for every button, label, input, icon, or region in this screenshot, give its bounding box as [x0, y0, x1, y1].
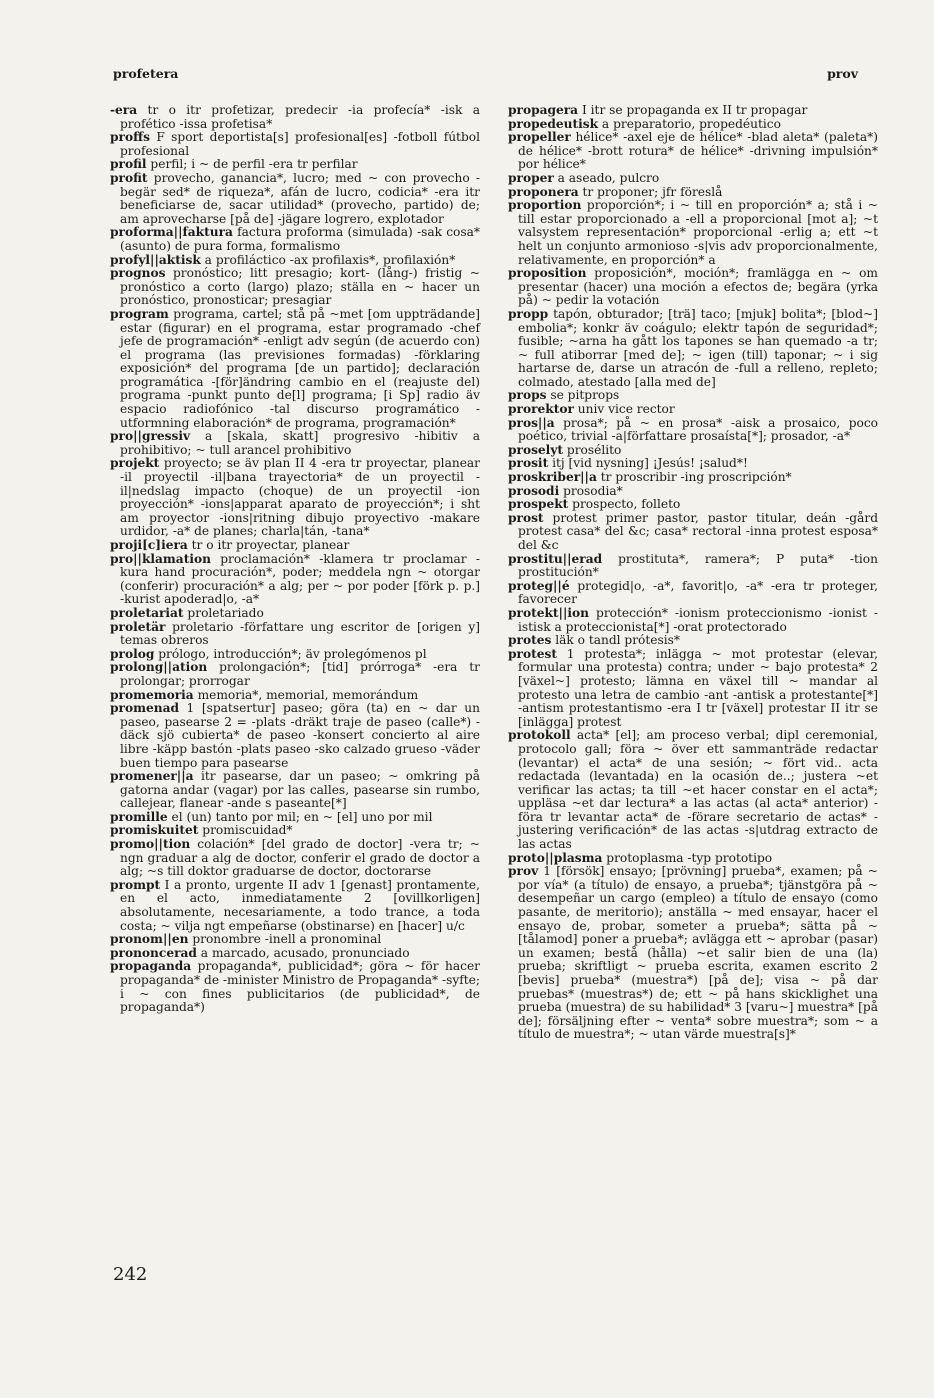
entry-headword: prognos	[110, 266, 166, 281]
dictionary-entry: promo||tion colación* [del grado de doctor] -vera tr; ~ ngn graduar a alg de doctor, conferir el grado de doctor a alg; ~s till doktor graduarse de doctor, doctorarse	[110, 837, 480, 879]
dictionary-entry: projekt proyecto; se äv plan II 4 -era tr proyectar, planear -il proyectil -il|bana trayectoria* de un proyectil -il|nedslag impacto (choque) de un proyectil -ion proyección* -ions|apparat aparato de proyección*; i sht am proyector -ions|ritning dibujo proyectivo -makare urdidor, -a* de planes; charla|tán, -tana*	[110, 456, 480, 539]
dictionary-entry: profil perfil; i ~ de perfil -era tr perfilar	[110, 157, 358, 172]
entry-headword: proji[c]iera	[110, 538, 188, 552]
dictionary-entry: proskriber||a tr proscribir -ing proscripción*	[508, 470, 792, 485]
dictionary-entry: prolong||ation prolongación*; [tid] prórroga* -era tr prolongar; prorrogar	[110, 660, 480, 688]
dictionary-entry: proportion proporción*; i ~ till en proporción* a; stå i ~ till estar proporcionado a -ell a proporcional [mot a]; ~t valsystem representación* proporcional -erlig a; ett ~t helt un conjunto armonioso -s|vis adv proporcionalmente, relativamente, en proporción* a	[508, 198, 878, 267]
entry-headword: prostitu||erad	[508, 551, 603, 566]
dictionary-entry: prosit itj [vid nysning] ¡Jesús! ¡salud*!	[508, 456, 748, 471]
entry-headword: proskriber||a	[508, 470, 597, 485]
dictionary-entry: promille el (un) tanto por mil; en ~ [el] uno por mil	[110, 809, 433, 824]
dictionary-entry: proper a aseado, pulcro	[508, 170, 660, 185]
entry-headword: proletär	[110, 619, 166, 634]
entry-headword: promenad	[110, 701, 180, 716]
dictionary-entry: prov 1 [försök] ensayo; [prövning] prueba*, examen; på ~ por vía* (a título) de ensayo, a prueba*; tjänstgöra på ~ desempeñar un cargo (empleo) a título de ensayo (como pasante, de meritorio); anställa ~ med ensayar, hacer el ensayo de, probar, someter a prueba*; sätta på ~ [tålamod] poner a prueba*; avlägga ett ~ aprobar (pasar) un examen; bestå (hålla) ~et salir bien de una (la) prueba; skriftligt ~ prueba escrita, examen escrito 2 [bevis] prueba* (muestra*) [på de]; visa ~ på dar pruebas* (muestras*) de; ett ~ på hans skicklighet una prueba (muestra) de su habilidad* 3 [varu~] muestra* [på de]; försäljning efter ~ venta* sobre muestra*; som ~ a título de muestra*; ~ utan värde muestra[s]*	[508, 864, 878, 1042]
entry-headword: proforma||faktura	[110, 225, 233, 240]
left-guide-word: profetera	[113, 66, 179, 81]
dictionary-entry: proffs F sport deportista[s] profesional[es] -fotboll fútbol profesional	[110, 130, 480, 158]
dictionary-entry: proforma||faktura factura proforma (simulada) -sak cosa* (asunto) de pura forma, formalismo	[110, 225, 480, 253]
dictionary-entry: proto||plasma protoplasma -typ prototipo	[508, 850, 773, 865]
entry-headword: prosodi	[508, 483, 560, 498]
entry-headword: proportion	[508, 198, 582, 213]
dictionary-entry: propedeutisk a preparatorio, propedéutico	[508, 116, 781, 131]
dictionary-entry: profyl||aktisk a profiláctico -ax profilaxis*, profilaxión*	[110, 252, 456, 267]
dictionary-entry: prost protest primer pastor, pastor titular, deán -gård protest casa* del &c; casa* rectoral -inna protest esposa* del &c	[508, 510, 878, 552]
entry-headword: prosit	[508, 456, 549, 471]
entry-headword: pro||klamation	[110, 551, 211, 566]
entry-headword: props	[508, 388, 547, 403]
entry-headword: proper	[508, 170, 554, 185]
entry-headword: prolong||ation	[110, 660, 208, 675]
entry-headword: promener||a	[110, 769, 194, 784]
dictionary-entry: prorektor univ vice rector	[508, 402, 675, 417]
dictionary-entry: propp tapón, obturador; [trä] taco; [mjuk] bolita*; [blod~] embolia*; konkr äv coágulo; elektr tapón de seguridad*; fusible; ~arna ha gått los tapones se han quemado -a tr; ~ full atiborrar [med de]; ~ igen (till) taponar; ~ i sig hartarse de, darse un atracón de -full a relleno, repleto; colmado, atestado [alla med de]	[508, 306, 878, 389]
dictionary-entry: prospekt prospecto, folleto	[508, 497, 681, 512]
entry-headword: promiskuitet	[110, 823, 199, 838]
entry-headword: pronom||en	[110, 932, 189, 947]
dictionary-entry: promenad 1 [spatsertur] paseo; göra (ta) en ~ dar un paseo, pasearse 2 = -plats -dräkt traje de paseo (calle*) -däck sjö cubierta* de paseo -konsert concierto al aire libre -käpp bastón -plats paseo -sko calzado grueso -väder buen tiempo para pasearse	[110, 701, 480, 770]
dictionary-entry: prompt I a pronto, urgente II adv 1 [genast] prontamente, en el acto, inmediatamente 2 [ovillkorligen] absolutamente, necesariamente, a todo trance, a toda costa; ~ vilja ngt empeñarse (obstinarse) en [hacer] u/c	[110, 877, 480, 933]
entry-headword: prononcerad	[110, 945, 197, 960]
entry-headword: promo||tion	[110, 837, 191, 852]
entry-headword: prorektor	[508, 402, 574, 417]
entry-headword: proselyt	[508, 442, 564, 457]
dictionary-entry: promener||a itr pasearse, dar un paseo; ~ omkring på gatorna andar (vagar) por las calles, pasearse sin rumbo, callejear, flanear -ande s paseante[*]	[110, 769, 480, 811]
entry-headword: projekt	[110, 456, 160, 471]
entry-headword: protokoll	[508, 728, 571, 743]
entry-headword: program	[110, 306, 169, 321]
dictionary-entry: propaganda propaganda*, publicidad*; göra ~ för hacer propaganda* de -minister Ministro de Propaganda* -syfte; i ~ con fines publicitarios (de publicidad*, de propaganda*)	[110, 959, 480, 1015]
dictionary-entry: propagera I itr se propaganda ex II tr propagar	[508, 103, 808, 117]
dictionary-entry: pro||klamation proclamación* -klamera tr proclamar -kura hand procuración*, poder; meddela ngn ~ otorgar (conferir) procuración* a alg; per ~ por poder [förk p. p.] -kurist apoderad|o, -a*	[110, 551, 480, 607]
entry-headword: profit	[110, 170, 148, 185]
entry-headword: prompt	[110, 877, 161, 892]
dictionary-entry: promiskuitet promiscuidad*	[110, 823, 293, 838]
dictionary-entry: proletär proletario -författare ung escritor de [origen y] temas obreros	[110, 619, 480, 648]
dictionary-entry: prostitu||erad prostituta*, ramera*; P puta* -tion prostitución*	[508, 551, 878, 580]
entry-headword: prospekt	[508, 497, 569, 512]
dictionary-entry: promemoria memoria*, memorial, memorándum	[110, 687, 419, 702]
entry-headword: prolog	[110, 646, 155, 661]
dictionary-entry: pros||a prosa*; på ~ en prosa* -aisk a prosaico, poco poético, trivial -a|författare prosaísta[*]; prosador, -a*	[508, 415, 878, 444]
entry-headword: propp	[508, 306, 549, 321]
entry-headword: prov	[508, 864, 539, 879]
dictionary-entry: proposition proposición*, moción*; framlägga en ~ om presentar (hacer) una moción a efectos de; begära (yrka på) ~ pedir la votación	[508, 266, 878, 308]
dictionary-entry: -era tr o itr profetizar, predecir -ia profecía* -isk a profético -issa profetisa*	[110, 103, 480, 131]
dictionary-entry: profit provecho, ganancia*, lucro; med ~ con provecho -begär sed* de riqueza*, afán de lucro, codicia* -era itr beneficiarse de, sacar utilidad* (provecho, partido) de; am aprovecharse [på de] -jägare logrero, explotador	[110, 170, 480, 226]
dictionary-entry: protest 1 protesta*; inlägga ~ mot protestar (elevar, formular una protesta) contra; under ~ bajo protesta* 2 [växel~] protesto; lämna en växel till ~ mandar al protesto una letra de cambio -ant -antisk a protestante[*] -antism protestantismo -era I tr [växel] protestar II itr se [inlägga] protest	[508, 646, 878, 729]
entry-headword: proposition	[508, 266, 587, 281]
entry-headword: promemoria	[110, 687, 194, 702]
entry-headword: protekt||ion	[508, 605, 590, 620]
dictionary-entry: prosodi prosodia*	[508, 483, 623, 498]
dictionary-entry: propeller hélice* -axel eje de hélice* -blad aleta* (paleta*) de hélice* -brott rotura* de hélice* -drivning impulsión* por hélice*	[508, 130, 878, 172]
dictionary-entry: proteg||é protegid|o, -a*, favorit|o, -a* -era tr proteger, favorecer	[508, 578, 878, 607]
entry-headword: protest	[508, 646, 557, 661]
dictionary-entry: prononcerad a marcado, acusado, pronunciado	[110, 945, 410, 960]
right-guide-word: prov	[827, 66, 858, 81]
entry-headword: propagera	[508, 103, 579, 117]
entry-headword: profil	[110, 157, 147, 172]
entry-headword: proffs	[110, 130, 150, 145]
entry-headword: profyl||aktisk	[110, 252, 201, 267]
page-number: 242	[113, 1264, 148, 1285]
entry-headword: proletariat	[110, 605, 184, 620]
dictionary-entry: protes läk o tandl prótesis*	[508, 633, 680, 648]
dictionary-entry: pronom||en pronombre -inell a pronominal	[110, 932, 382, 947]
entry-headword: promille	[110, 809, 168, 824]
entry-headword: propaganda	[110, 959, 192, 974]
entry-headword: proponera	[508, 184, 579, 199]
entry-headword: propedeutisk	[508, 116, 599, 131]
entry-headword: -era	[110, 103, 138, 117]
entry-headword: proto||plasma	[508, 850, 603, 865]
entry-headword: pros||a	[508, 415, 555, 430]
dictionary-entry: protokoll acta* [el]; am proceso verbal; dipl ceremonial, protocolo gall; föra ~ över ett sammanträde redactar (levantar) el acta* de una sesión; ~ fört vid.. acta redactada (levantada) en la ocasión de..; justera ~et verificar las actas; ta till ~et hacer constar en el acta*; uppläsa ~et dar lectura* a las actas (al acta* anterior) -föra tr levantar acta* de -förare secretario de actas* -justering verificación* de las actas -s|utdrag extracto de las actas	[508, 728, 878, 852]
left-column	[110, 104, 480, 1015]
entry-headword: pro||gressiv	[110, 429, 191, 444]
dictionary-entry: prolog prólogo, introducción*; äv prolegómenos pl	[110, 646, 427, 661]
dictionary-entry: prognos pronóstico; litt presagio; kort- (lång-) fristig ~ pronóstico a corto (largo) plazo; ställa en ~ hacer un pronóstico, pronosticar; presagiar	[110, 266, 480, 308]
dictionary-entry: proletariat proletariado	[110, 605, 264, 620]
dictionary-entry: proji[c]iera tr o itr proyectar, planear	[110, 538, 350, 552]
entry-headword: protes	[508, 633, 552, 648]
entry-headword: propeller	[508, 130, 571, 145]
dictionary-entry: props se pitprops	[508, 388, 620, 403]
dictionary-entry: proselyt prosélito	[508, 442, 622, 457]
entry-headword: proteg||é	[508, 578, 570, 593]
entry-headword: prost	[508, 510, 544, 525]
dictionary-entry: proponera tr proponer; jfr föreslå	[508, 184, 723, 199]
right-column	[508, 104, 878, 1042]
dictionary-entry: protekt||ion protección* -ionism proteccionismo -ionist -istisk a proteccionista[*] -orat protectorado	[508, 605, 878, 634]
dictionary-entry: pro||gressiv a [skala, skatt] progresivo -hibitiv a prohibitivo; ~ tull arancel prohibitivo	[110, 429, 480, 457]
dictionary-entry: program programa, cartel; stå på ~met [om uppträdande] estar (figurar) en el programa, estar programado -chef jefe de programación* -enligt adv según (de acuerdo con) el programa (las previsiones formadas) -förklaring exposición* del programa [de un partido]; declaración programática -[för]ändring cambio en el (reajuste del) programa -punkt punto de[l] programa; [i Sp] radio äv espacio radiofónico -tal discurso programático -utformning elaboración* de programa, programación*	[110, 306, 480, 430]
